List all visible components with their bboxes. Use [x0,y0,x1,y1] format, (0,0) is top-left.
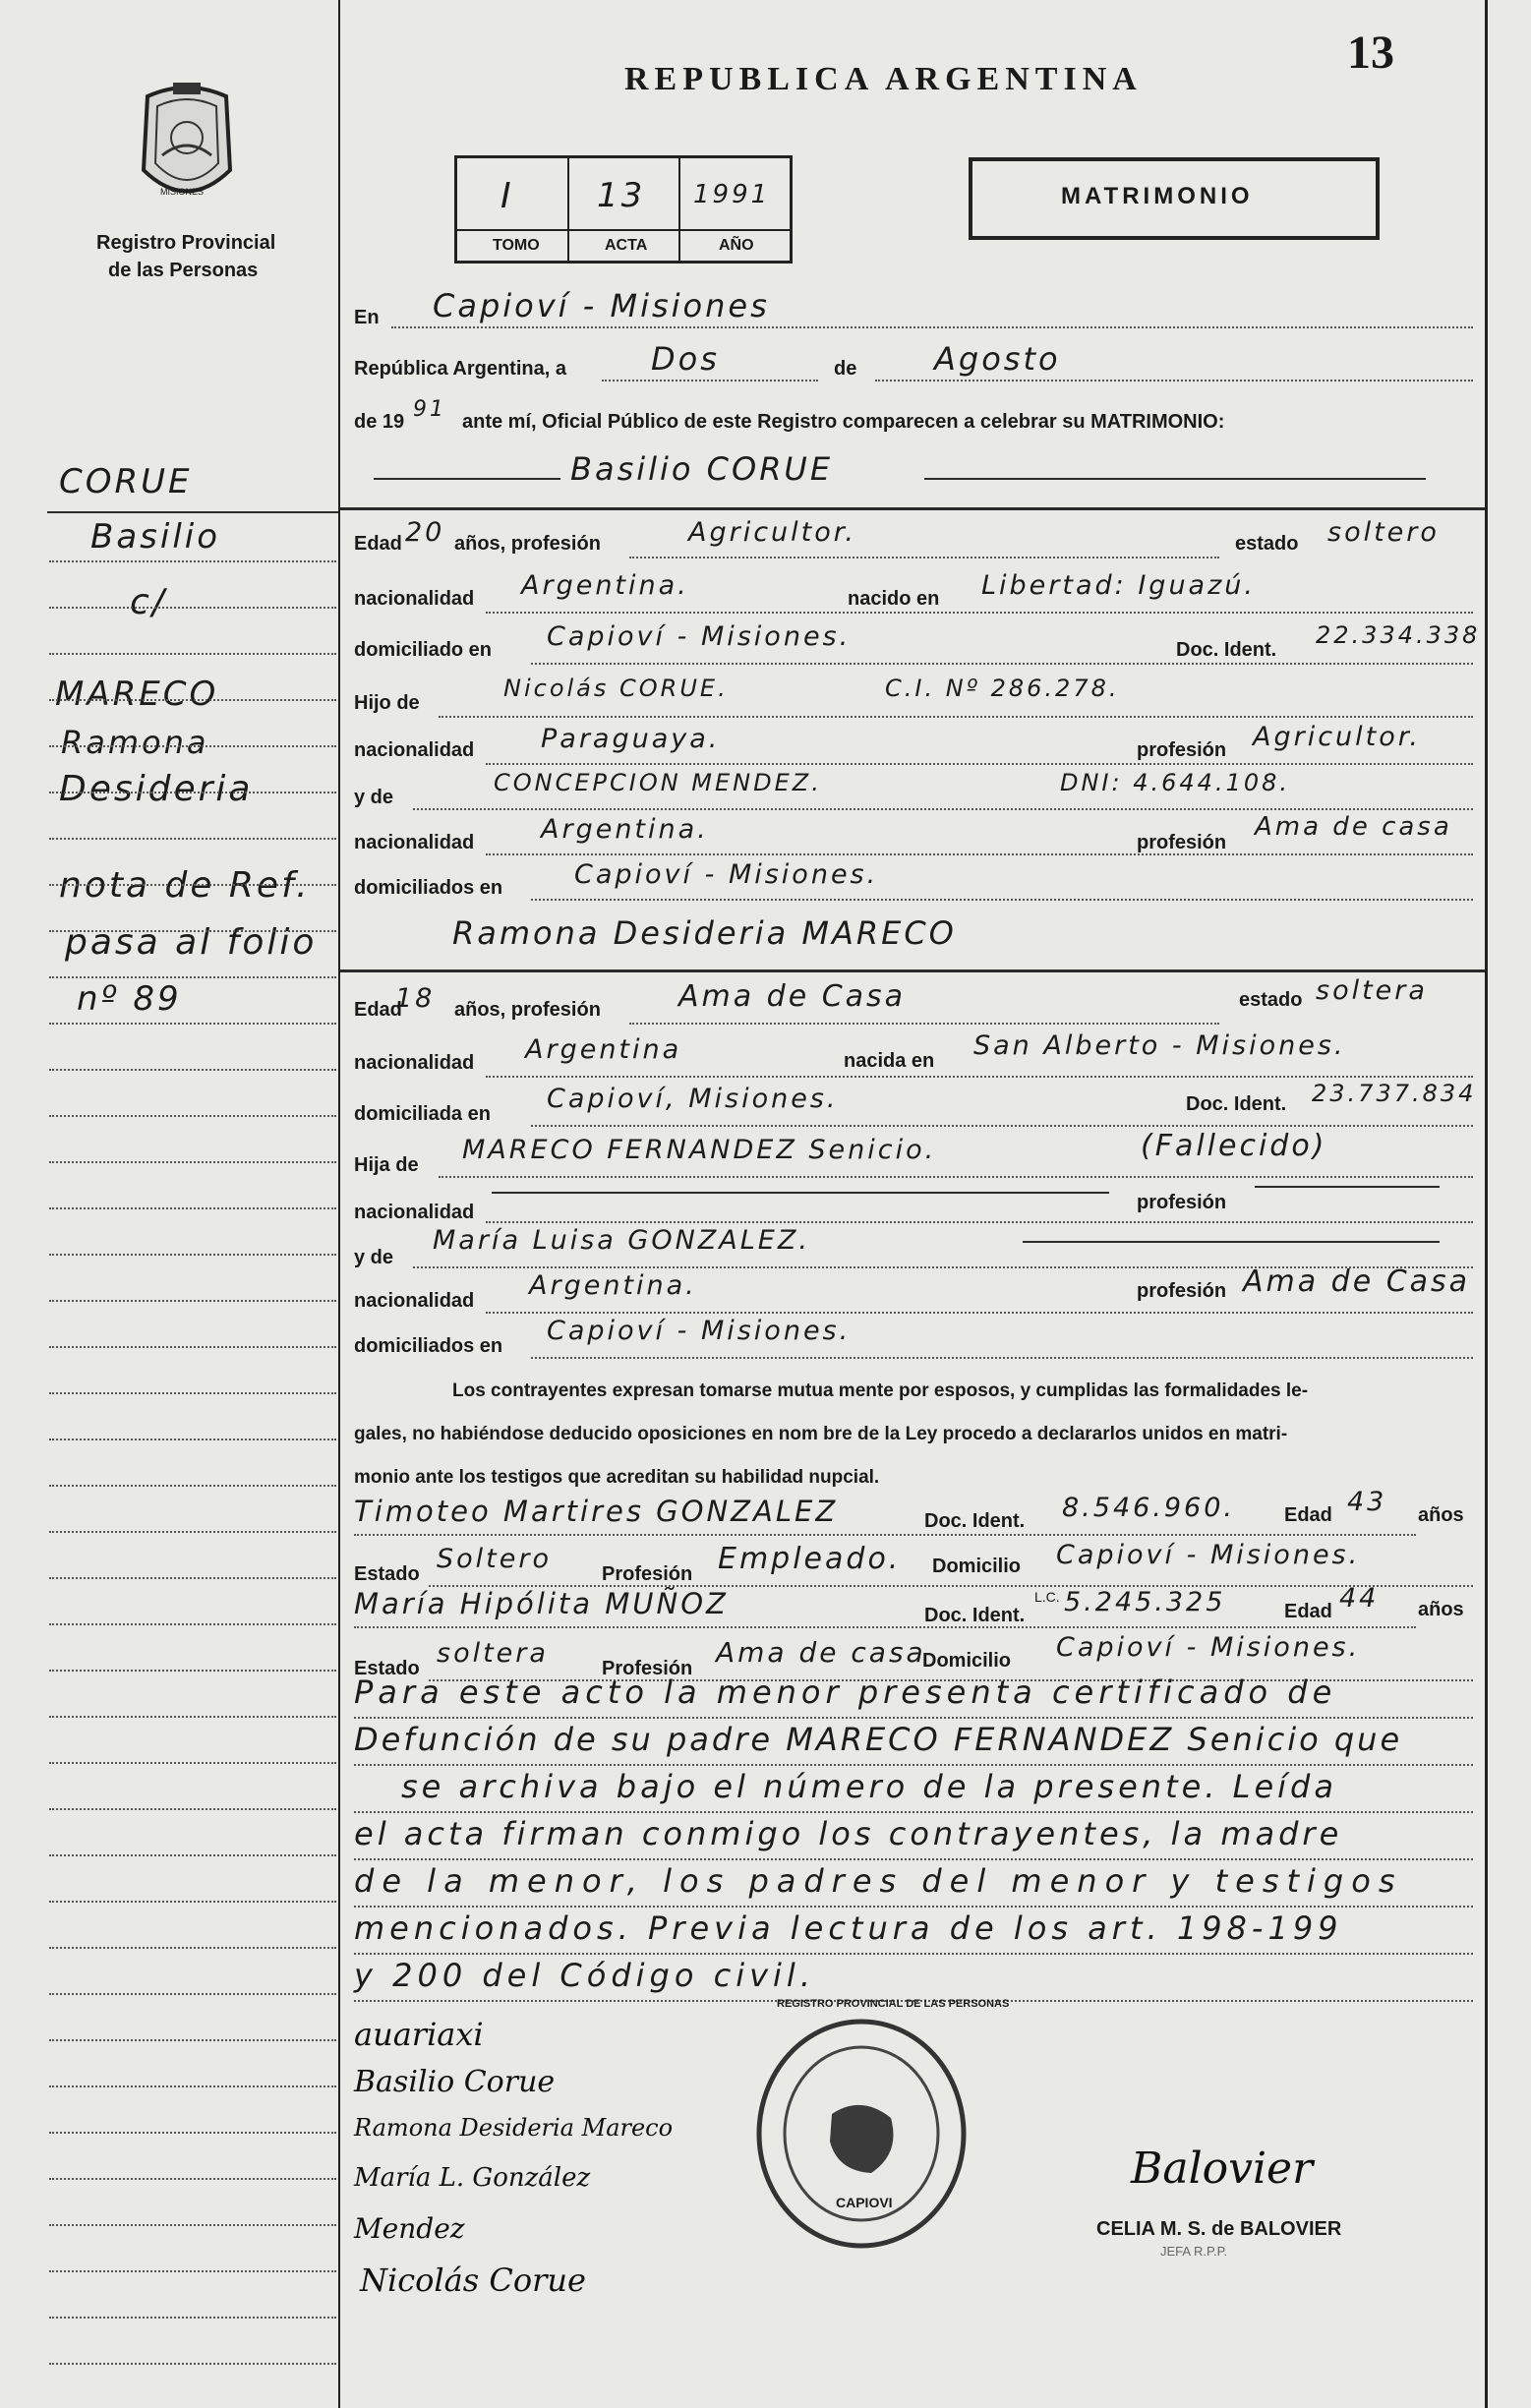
year-suffix: 91 [413,397,446,422]
page-number: 13 [1347,27,1394,79]
witness2-estado: soltera [437,1638,549,1669]
margin-note-1: nota de Ref. [59,865,311,906]
place-line [391,326,1473,328]
groom-nacido-label: nacido en [848,588,940,610]
groom-age: 20 [405,517,445,548]
witness1-dom-label: Domicilio [932,1556,1022,1577]
margin-note-3: nº 89 [77,979,182,1019]
witness1-age: 43 [1347,1487,1387,1517]
bride-section-top-rule [340,969,1485,972]
margin-ruled-line [49,2178,336,2180]
note-line-5-rule [354,1906,1473,1908]
groom-name-line-left [374,478,560,480]
groom-nationality: Argentina. [521,570,689,601]
groom-row1-line [629,557,1219,558]
witness2-prof-label: Profesión [602,1658,693,1679]
tomo-label: TOMO [493,237,540,254]
margin-surname-bride: MARECO [55,675,219,714]
declaration-line-3: monio ante los testigos que acreditan su habilidad nupcial. [354,1467,880,1488]
margin-ruled-line [49,2224,336,2226]
bride-father-nat-blank [492,1192,1109,1194]
witness2-doc-prefix: L.C. [1034,1589,1060,1605]
groom-dom-label: domiciliado en [354,639,493,661]
note-line-1-rule [354,1717,1473,1719]
note-line-5: de la menor, los padres del menor y testigos [354,1862,1403,1900]
bride-estado-label: estado [1239,989,1303,1011]
note-line-4-rule [354,1858,1473,1860]
bride-row2-line [486,1076,1473,1078]
bride-mprof-label: profesión [1137,1280,1227,1302]
groom-estado-label: estado [1235,533,1299,555]
groom-row7-line [486,853,1473,855]
bride-mother: María Luisa GONZALEZ. [433,1225,810,1256]
note-line-7: y 200 del Código civil. [354,1957,815,1994]
witness1-estado: Soltero [437,1544,552,1574]
bride-doc-label: Doc. Ident. [1186,1093,1287,1115]
margin-name-groom: Basilio [90,517,221,557]
margin-ruled-line [49,1577,336,1579]
witness2-doc-label: Doc. Ident. [924,1605,1026,1626]
ano-value: 1991 [693,180,771,209]
groom-hijo-label: Hijo de [354,692,420,714]
margin-ruled-line [49,2039,336,2041]
bride-father-note: (Fallecido) [1141,1129,1327,1163]
signature-groom: Basilio Corue [354,2065,556,2099]
note-line-2: Defunción de su padre MARECO FERNANDEZ Senicio que [354,1721,1403,1758]
note-line-1: Para este acto la menor presenta certificado de [354,1674,1337,1711]
margin-name-bride-1: Ramona [61,724,209,761]
margin-ruled-line [49,699,336,701]
witness1-dom: Capioví - Misiones. [1056,1540,1361,1570]
bride-father-prof-blank [1255,1186,1440,1188]
groom-row5-line [486,763,1473,765]
witness2-anos-label: años [1418,1599,1464,1620]
margin-ruled-line [49,1207,336,1209]
declaration-line-2: gales, no habiéndose deducido oposiciones en nom bre de la Ley procedo a declararlos unidos en matri- [354,1424,1288,1444]
signature-witness: María L. González [354,2163,591,2193]
right-page-edge [1485,0,1488,2408]
groom-row2-line [486,612,1473,614]
groom-father: Nicolás CORUE. [503,675,729,702]
stamp-bottom-text: CAPIOVI [836,2195,893,2210]
groom-mprof-label: profesión [1137,832,1227,853]
left-margin-line [338,0,340,2408]
margin-ruled-line [49,1670,336,1672]
margin-ruled-line [49,560,336,562]
groom-row6-line [413,808,1473,810]
note-line-3-rule [354,1811,1473,1813]
bride-edad-label: Edad [354,999,402,1021]
note-line-6-rule [354,1953,1473,1955]
margin-ruled-line [49,1115,336,1117]
groom-mother: CONCEPCION MENDEZ. [494,769,822,796]
groom-full-name: Basilio CORUE [570,450,834,488]
bride-profession: Ama de Casa [678,979,907,1014]
groom-mother-prof: Ama de casa [1255,812,1452,842]
year-prefix: de 19 [354,411,405,433]
day-line [602,380,818,382]
official-name: CELIA M. S. de BALOVIER [1096,2218,1342,2240]
bride-nationality: Argentina [525,1034,682,1065]
margin-ruled-line [49,1254,336,1256]
margin-ruled-line [49,884,336,886]
bride-row8-line [531,1357,1473,1359]
margin-ruled-line [49,1300,336,1302]
bride-row5-line [486,1221,1473,1223]
margin-ruled-line [49,1762,336,1764]
bride-doc: 23.737.834 [1312,1080,1477,1107]
groom-doc: 22.334.338 [1316,621,1481,649]
stamp-top-text: REGISTRO PROVINCIAL DE LAS PERSONAS [777,1998,1010,2010]
witness2-dom: Capioví - Misiones. [1056,1632,1361,1663]
margin-note-2: pasa al folio [65,922,318,963]
bride-yde-label: y de [354,1247,394,1268]
declaration-line-1: Los contrayentes expresan tomarse mutua mente por esposos, y cumplidas las formalidades le- [452,1380,1309,1401]
margin-ruled-line [49,1346,336,1348]
note-line-4: el acta firman conmigo los contrayentes, la madre [354,1815,1343,1852]
signature-bride: Ramona Desideria Mareco [354,2114,674,2142]
witness2-name: María Hipólita MUÑOZ [354,1587,729,1620]
bride-mnac-label: nacionalidad [354,1290,475,1312]
margin-ruled-line [49,838,336,840]
groom-birthplace: Libertad: Iguazú. [981,570,1256,601]
day-value: Dos [651,340,720,378]
bride-domicile: Capioví, Misiones. [547,1084,839,1114]
margin-ruled-line [49,607,336,609]
de-label: de [834,358,857,380]
groom-parents-dom: Capioví - Misiones. [574,859,879,890]
bride-hija-label: Hija de [354,1154,419,1176]
registry-title-line1: Registro Provincial [96,232,276,254]
margin-ruled-line [49,653,336,655]
margin-ruled-line [49,1808,336,1810]
groom-father-doc: C.I. Nº 286.278. [885,675,1120,702]
bride-pdom-label: domiciliados en [354,1335,503,1357]
official-signature-scrawl: Balovier [1131,2144,1314,2194]
margin-ruled-line [49,2363,336,2365]
witness1-edad-label: Edad [1284,1504,1332,1526]
tomo-acta-ano-box [454,155,793,264]
margin-ruled-line [49,1439,336,1440]
margin-ruled-line [49,1531,336,1533]
groom-fnac-label: nacionalidad [354,739,475,761]
witness2-row1-line [354,1626,1416,1628]
seal-label: MISIONES [160,187,205,197]
tomo-value: I [501,176,514,216]
official-title: JEFA R.P.P. [1160,2244,1228,2259]
margin-ruled-line [49,1901,336,1903]
groom-yde-label: y de [354,787,394,808]
registry-title-line2: de las Personas [108,260,259,281]
margin-ruled-line [49,2132,336,2134]
bride-full-name: Ramona Desideria MARECO [452,914,957,952]
margin-ruled-line [49,1392,336,1394]
act-type-label: MATRIMONIO [1061,183,1254,209]
groom-mother-nat: Argentina. [541,814,709,845]
witness1-doc: 8.546.960. [1062,1493,1235,1523]
witness1-name: Timoteo Martires GONZALEZ [354,1495,839,1528]
margin-ruled-line [49,792,336,793]
witness2-estado-label: Estado [354,1658,420,1679]
groom-section-top-rule [340,507,1485,510]
groom-domicile: Capioví - Misiones. [547,621,852,652]
witness1-prof: Empleado. [718,1542,902,1576]
note-line-2-rule [354,1764,1473,1766]
bride-fprof-label: profesión [1137,1192,1227,1213]
margin-ruled-line [49,745,336,747]
groom-anos-label: años, profesión [454,533,601,555]
bride-dom-label: domiciliada en [354,1103,491,1125]
margin-ruled-line [49,1069,336,1071]
bride-nac-label: nacionalidad [354,1052,475,1074]
statement-text: ante mí, Oficial Público de este Registro comparecen a celebrar su MATRIMONIO: [462,411,1225,433]
margin-ruled-line [49,1947,336,1949]
margin-surname-groom: CORUE [59,462,193,501]
republica-label: República Argentina, a [354,358,566,380]
month-line [875,380,1473,382]
margin-ruled-line [49,1993,336,1995]
bride-mother-prof: Ama de Casa [1243,1264,1471,1299]
margin-ruled-line [49,1854,336,1856]
bride-estado: soltera [1316,975,1428,1006]
bride-mother-nat: Argentina. [529,1270,697,1301]
acta-label: ACTA [605,237,648,254]
groom-edad-label: Edad [354,533,402,555]
groom-mnac-label: nacionalidad [354,832,475,853]
margin-ruled-line [49,2085,336,2087]
witness1-doc-label: Doc. Ident. [924,1510,1026,1532]
bride-row7-line [486,1312,1473,1314]
ano-label: AÑO [719,237,754,254]
witness1-prof-label: Profesión [602,1563,693,1585]
witness1-row1-line [354,1534,1416,1536]
groom-nac-label: nacionalidad [354,588,475,610]
en-label: En [354,307,380,328]
margin-ruled-line [49,1161,336,1163]
margin-name-bride-2: Desideria [59,769,254,809]
bride-mother-blank [1023,1241,1440,1243]
groom-father-prof: Agricultor. [1253,722,1421,752]
margin-ruled-line [49,1485,336,1487]
margin-connector: c/ [130,582,167,622]
country-title: REPUBLICA ARGENTINA [624,61,1143,97]
margin-ruled-line [49,930,336,932]
witness2-age: 44 [1339,1583,1380,1614]
bride-nacida-label: nacida en [844,1050,935,1072]
groom-estado: soltero [1327,517,1440,548]
bride-age: 18 [395,983,436,1014]
month-value: Agosto [934,340,1061,378]
groom-profession: Agricultor. [688,517,856,548]
signature-official-flourish: auariaxi [354,2016,484,2053]
witness1-estado-label: Estado [354,1563,420,1585]
official-stamp-icon [753,2016,970,2252]
place-value: Capioví - Misiones [433,287,770,324]
groom-fprof-label: profesión [1137,739,1227,761]
bride-parents-dom: Capioví - Misiones. [547,1316,852,1346]
margin-ruled-line [49,2317,336,2319]
margin-ruled-line [49,1623,336,1625]
witness1-anos-label: años [1418,1504,1464,1526]
margin-ruled-line [49,1023,336,1025]
margin-ruled-line [49,1716,336,1718]
margin-divider-1 [47,511,338,513]
bride-birthplace: San Alberto - Misiones. [973,1030,1346,1061]
witness2-edad-label: Edad [1284,1601,1332,1622]
groom-pdom-label: domiciliados en [354,877,503,899]
groom-row8-line [531,899,1473,901]
bride-row1-line [629,1023,1219,1025]
bride-row3-line [531,1125,1473,1127]
note-line-3: se archiva bajo el número de la presente. Leída [401,1768,1337,1805]
margin-ruled-line [49,976,336,978]
groom-father-nat: Paraguaya. [541,724,721,754]
margin-ruled-line [49,2270,336,2272]
groom-row4-line [439,716,1473,718]
bride-anos-label: años, profesión [454,999,601,1021]
groom-row3-line [531,663,1473,665]
groom-mother-doc: DNI: 4.644.108. [1060,769,1290,796]
signature-mother: Mendez [354,2212,465,2245]
bride-row4-line [439,1176,1473,1178]
groom-name-line-right [924,478,1426,480]
signature-father: Nicolás Corue [360,2261,586,2299]
witness2-dom-label: Domicilio [922,1650,1012,1672]
acta-value: 13 [597,176,646,215]
note-line-6: mencionados. Previa lectura de los art. 198-199 [354,1909,1343,1947]
witness2-prof: Ama de casa [716,1636,926,1669]
groom-doc-label: Doc. Ident. [1176,639,1277,661]
witness2-doc: 5.245.325 [1064,1587,1226,1617]
act-type-box [969,157,1380,240]
bride-fnac-label: nacionalidad [354,1202,475,1223]
bride-father: MARECO FERNANDEZ Senicio. [462,1135,937,1165]
